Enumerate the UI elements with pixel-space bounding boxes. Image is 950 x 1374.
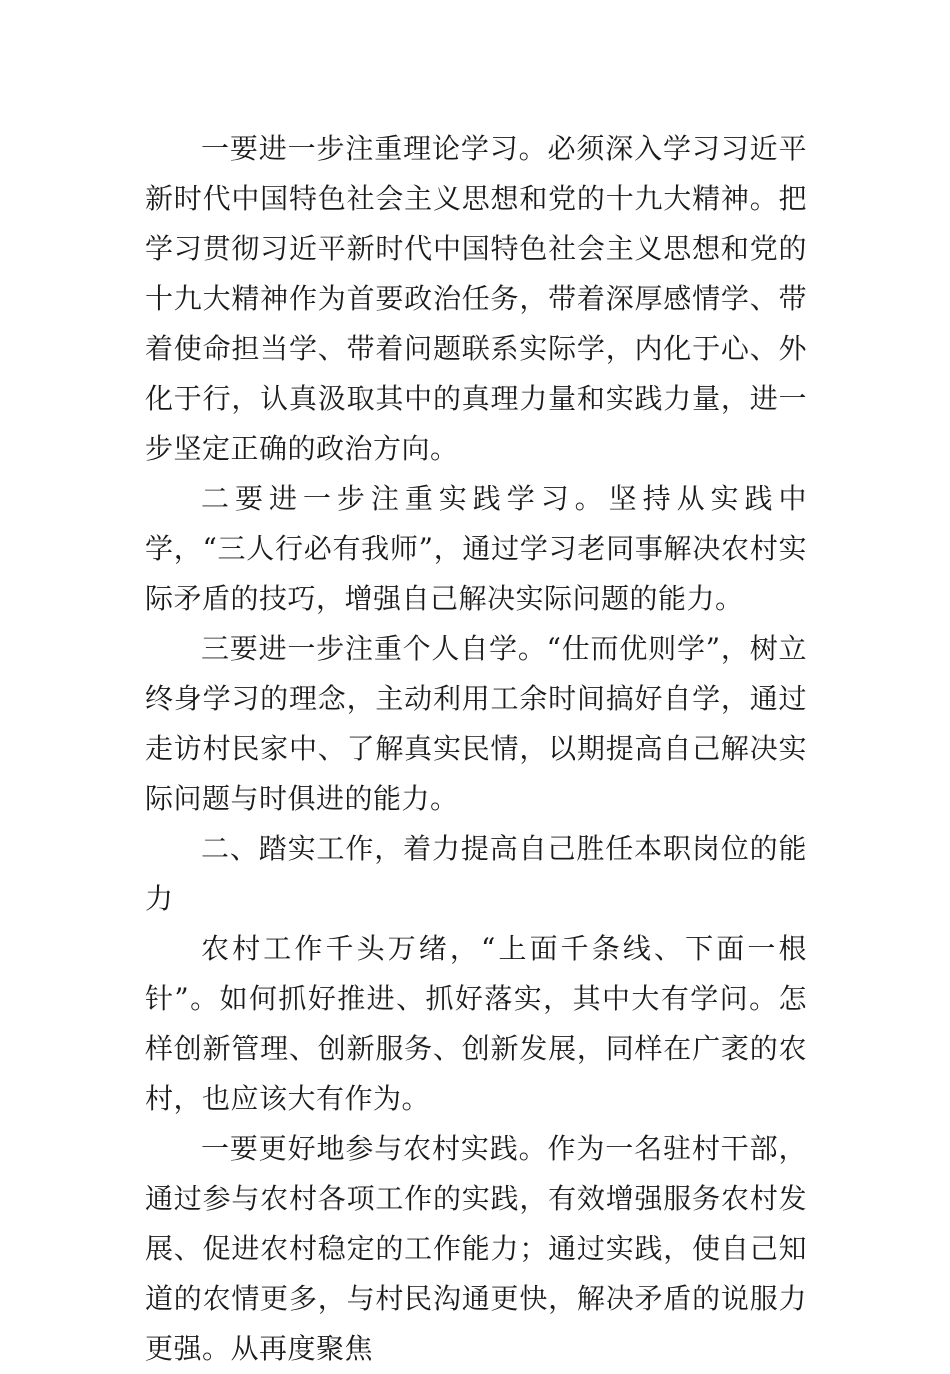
document-body xyxy=(145,124,807,1374)
paragraph-theory-study: 一要进一步注重理论学习。必须深入学习习近平新时代中国特色社会主义思想和党的十九大精神。把学习贯彻习近平新时代中国特色社会主义思想和党的十九大精神作为首要政治任务，带着深厚感情学、带着使命担当学、带着问题联系实际学，内化于心、外化于行，认真汲取其中的真理力量和实践力量，进一步坚定正确的政治方向。 xyxy=(145,132,807,465)
paragraph-rural-practice: 一要更好地参与农村实践。作为一名驻村干部，通过参与农村各项工作的实践，有效增强服务农村发展、促进农村稳定的工作能力；通过实践，使自己知道的农情更多，与村民沟通更快，解决矛盾的说服力更强。从再度聚焦 xyxy=(145,1132,807,1365)
paragraph-self-study: 三要进一步注重个人自学。“仕而优则学”，树立终身学习的理念，主动利用工余时间搞好自学，通过走访村民家中、了解真实民情，以期提高自己解决实际问题与时俱进的能力。 xyxy=(145,632,807,815)
section-heading: 二、踏实工作，着力提高自己胜任本职岗位的能力 xyxy=(145,832,807,915)
paragraph-rural-work: 农村工作千头万绪，“上面千条线、下面一根针”。如何抓好推进、抓好落实，其中大有学问。怎样创新管理、创新服务、创新发展，同样在广袤的农村，也应该大有作为。 xyxy=(145,932,807,1115)
paragraph-practice-study: 二要进一步注重实践学习。坚持从实践中学，“三人行必有我师”，通过学习老同事解决农村实际矛盾的技巧，增强自己解决实际问题的能力。 xyxy=(145,482,807,615)
